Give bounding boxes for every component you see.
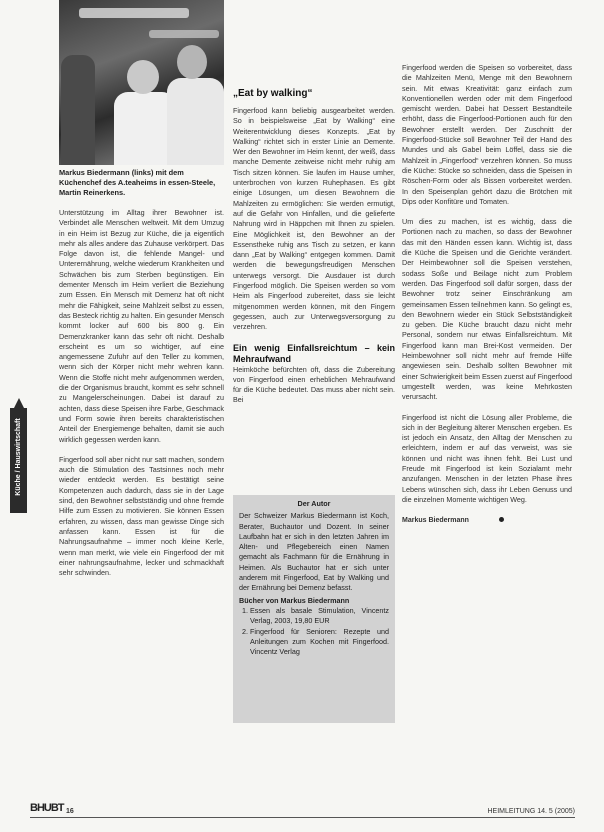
column-left	[59, 208, 224, 588]
ceiling-light	[79, 8, 189, 18]
section-tab-label: Küche / Hauswirtschaft	[15, 418, 22, 496]
paragraph: Fingerfood ist nicht die Lösung aller Probleme, die sich in der Begleitung älterer Menschen ergeben. Es ist jedoch ein Ansatz, den Alltag der Menschen zu erleichtern, indem er auf das verweist, was sie können und nicht was ihnen fehlt. Bei Lust und Freude mit Fingerfood ist kein Sozialamt mehr anzufangen. Menschen in der letzten Phase ihres Lebens wünschen sich, dass ihr Leben Genuss und die einzelnen Momente wichtigen Weg.	[402, 412, 572, 504]
photo-caption: Markus Biedermann (links) mit dem Küchenchef des A.teaheims in essen-Steele, Martin Reinerkens.	[59, 168, 216, 197]
books-heading: Bücher von Markus Biedermann	[239, 595, 350, 605]
author-box	[233, 495, 395, 723]
paragraph: Fingerfood soll aber nicht nur satt machen, sondern auch die Stimulation des Tastsinnes noch mehr wieder entdeckt werden. Es bestätigt seine Kompetenzen auch dadurch, dass sie in der Lage sind, den Bewohner selbstständig und ohne fremde Hilfe zum Essen zu motivieren. Sie können Essen erfahren, zu wissen, dass man gewisse Dinge sich anfassen kann. Essen ist für die Nahrungsaufnahme – immer noch kleine Kerle, wenn man merkt, wie viele ein Fingerfood der mit einer nahrungsaufnahme, lecker und schmackhaft sehr schwinden.	[59, 454, 224, 578]
author-box-title: Der Autor	[297, 499, 331, 508]
book-item: 1. Essen als basale Stimulation, Vincentz Verlag, 2003, 19,80 EUR	[250, 606, 389, 627]
chef-head	[177, 45, 207, 79]
author-box-text: Der Schweizer Markus Biedermann ist Koch, Berater, Buchautor und Dozent. In seiner Laufbahn hat er sich in den letzten Jahren im Alten- und Pflegebereich einen Namen gemacht als Fachmann für die Ernährung in Heimen. Als Buchautor hat er sich unter anderem mit Fingerfood, Eat by Walking und der Ernährung bei Demenz befasst.	[239, 511, 389, 593]
article-photo	[59, 0, 224, 165]
end-mark-icon	[499, 517, 504, 522]
paragraph: Heimköche befürchten oft, dass die Zubereitung von Fingerfood einen erheblichen Mehraufwand für die Küche bedeutet. Das muss aber nicht sein. Bei	[233, 364, 395, 405]
footer-rule	[30, 817, 575, 818]
journal-reference: HEIMLEITUNG 14. 5 (2005)	[487, 808, 575, 815]
section-tab	[10, 408, 27, 513]
magazine-logo: BHUBT	[30, 802, 64, 814]
section-heading: Ein wenig Einfallsreichtum – kein Mehraufwand	[233, 342, 395, 364]
paragraph: Fingerfood werden die Speisen so vorbereitet, dass die Mahlzeiten Menü, Menge mit den Bewohnern sein. Mit etwas Kreativität: ganz einfach zum Konventionellen werden oder mit dem Fingerfood gemischt werden. Dabei hat Dessert Bestandteile erhöht, dass die Fingerfood-Portionen auch für den Bewohner erstellt werden. Der Zuschnitt der Fingerfood-Stücke soll Bewohner Teil der Hand des Mundes und als Gabel beim Löffel, dass sie die Mahlzeit in „Fingerfood“ verzehren können. So muss die Küche: Stücke so schneiden, dass die Speisen in Röschen-Form oder als Bissen vorbereitet werden. In den Speisenplan gehört dazu die Brötchen mit Dips oder Konfitüre und Tomaten.	[402, 63, 572, 206]
paragraph: Unterstützung im Alltag ihrer Bewohner ist. Verbindet alle Menschen weltweit. Mit dem Umzug in ein Heim ist Bezug zur Küche, die ja eigentlich mehr als alles andere das Zuhause verkörpert. Das Folge davon ist, die fehlende Mangel- und Unterernährung, welche wiederum Krankheiten und Schwächen bis zum Sterben begünstigen. Ein dementer Mensch im Heim verliert die Beziehung zum Essen. Ein Mensch mit Demenz hat oft nicht mehr die Fähigkeit, seine Mahlzeit selbst zu essen, das Besteck richtig zu halten. Ein gesunder Mensch kommt locker auf 600 bis 800 g. Ein Demenzkranker kann das sehr oft nicht. Deshalb erscheint es um so wichtiger, auf eine angemessene Zufuhr auf den Teller zu kommen, wenn sich der Körper nicht mehr wehren kann. Wenn die Stoffe nicht mehr aufgenommen werden, die der Organismus braucht, kommt es sehr schnell zu Mangelerscheinungen. Dabei ist darauf zu achten, dass diese Speisen ihre Farbe, Geschmack und Form sowie ihren bereits charakteristischen Anteil der Energiemenge behalten, damit sie auch wirklich gegessen werden kann.	[59, 208, 225, 444]
paragraph: Fingerfood kann beliebig ausgearbeitet werden. So in beispielsweise „Eat by Walking“ eine Weiterentwicklung dieses Konzepts. „Eat by Walking“ richtet sich in erster Linie an Demente. Wer den Bewohner im Heim kennt, der weiß, dass manche Demente zeitweise nicht mehr ruhig am Tisch sitzen können. Sie laufen im Hause umher, unterbrochen von kurzen Ruhephasen. Es gibt einige Lösungen, um diesen Bewohnern die Mahlzeiten zu ermöglichen: Sie werden ermutigt, auf die Gefahr von Hinfallen, und die gelieferte Nahrung wird in Häppchen mit Ihnen zu spielen. Eine Möglichkeit ist, den Bewohner an der Essenstheke ruhig ans Tisch zu setzen, er kann dann „Eat by Walking“ entgegen kommen. Damit werden die bewegungsfreudigen Menschen unterwegs versorgt. Die Ausdauer ist durch Fingerfood möglich. Die Speisen werden so vom Heim als Fingerfood zubereitet, dass sie leicht mitgenommen werden können, mit den Fingern gegessen, auch zur Unterwegsversorgung zu verzehren.	[233, 106, 395, 332]
page-number: 16	[66, 808, 74, 815]
section-heading: „Eat by walking“	[233, 88, 313, 99]
column-right	[402, 63, 572, 526]
paragraph: Um dies zu machen, ist es wichtig, dass die Portionen nach zu machen, so dass der Bewohner das mit den Händen essen kann. Wichtig ist, dass die Küche die Speisen und die Gerichte verändert. Der Heimbewohner soll die Speisen verstehen, sodass Soße und Beilage nicht zum Problem werden. Das Fingerfood soll dafür sorgen, dass der Bewohner trotz seiner Einschränkung am gemeinsamen Essen teilnehmen kann. So gelingt es, den Bewohnern wieder ein Stück Selbstständigkeit zu geben. Die Küche braucht dazu nicht mehr Personal, sondern nur etwas Einfallsreichtum. Mit Fingerfood kann man Brei-Kost vermeiden. Der Heimbewohner soll nicht mehr auf fremde Hilfe angewiesen sein. Deshalb sollten Bewohner mit einer Schwierigkeit beim Essen zuerst auf Fingerfood umgestellt werden, was keine Mehrkosten verursacht.	[402, 217, 572, 402]
books-list	[239, 606, 389, 657]
book-item: 2. Fingerfood für Senioren: Rezepte und Anleitungen zum Kochen mit Fingerfood. Vincentz Verlag	[250, 627, 389, 658]
photo-person	[61, 55, 95, 165]
author-signature: Markus Biedermann	[402, 517, 469, 525]
ceiling-light	[149, 30, 219, 38]
column-middle	[233, 88, 395, 416]
chef-coat	[167, 78, 224, 165]
tab-arrow-icon	[14, 398, 24, 408]
chef-head	[127, 60, 159, 94]
